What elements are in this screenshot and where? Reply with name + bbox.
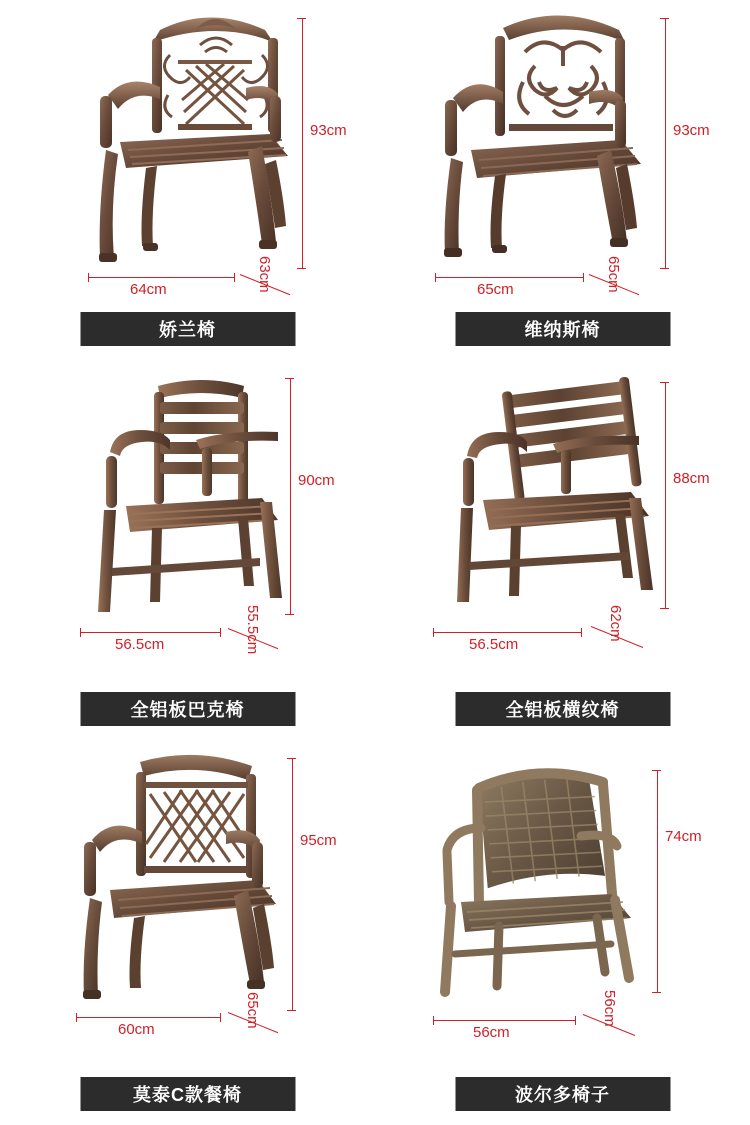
dim-width-3: 56.5cm xyxy=(115,636,165,653)
product-cell-1 xyxy=(0,0,375,360)
dim-height-3: 90cm xyxy=(298,472,335,489)
dim-tick-right-3 xyxy=(220,628,221,637)
dim-width-4: 56.5cm xyxy=(469,636,519,653)
product-label-6: 波尔多椅子 xyxy=(455,1077,670,1111)
dim-tick-left-1 xyxy=(88,273,89,282)
product-cell-5 xyxy=(0,740,375,1125)
product-cell-4 xyxy=(375,360,750,740)
chair-illustration-horizontal-slat xyxy=(375,360,750,690)
product-cell-6 xyxy=(375,740,750,1125)
dim-rule-height-5 xyxy=(292,758,293,1010)
product-label-4: 全铝板横纹椅 xyxy=(455,692,670,726)
dim-depth-6: 56cm xyxy=(601,990,618,1027)
dim-depth-3: 55.5cm xyxy=(244,605,261,655)
chair-illustration-ornate xyxy=(0,0,375,310)
dim-width-2: 65cm xyxy=(477,281,514,298)
dim-height-2: 93cm xyxy=(673,122,710,139)
dim-tick-top-3 xyxy=(285,378,294,379)
dim-tick-top-4 xyxy=(660,382,669,383)
chair-illustration-lattice xyxy=(0,740,375,1075)
dim-rule-width-5 xyxy=(76,1017,220,1018)
dim-tick-top-5 xyxy=(287,758,296,759)
product-image-1 xyxy=(0,0,375,308)
dim-rule-height-3 xyxy=(290,378,291,614)
product-image-3 xyxy=(0,360,375,688)
chair-illustration-slat xyxy=(0,360,375,690)
dim-tick-top-6 xyxy=(652,770,661,771)
product-label-5: 莫泰C款餐椅 xyxy=(80,1077,295,1111)
dim-tick-bottom-1 xyxy=(297,268,306,269)
dim-height-6: 74cm xyxy=(665,828,702,845)
product-label-3: 全铝板巴克椅 xyxy=(80,692,295,726)
product-cell-3 xyxy=(0,360,375,740)
dim-tick-right-4 xyxy=(581,628,582,637)
product-image-5 xyxy=(0,740,375,1073)
product-image-4 xyxy=(375,360,750,688)
dim-tick-left-6 xyxy=(433,1016,434,1025)
dim-rule-height-1 xyxy=(302,18,303,268)
dim-tick-top-2 xyxy=(660,18,669,19)
dim-tick-bottom-2 xyxy=(660,268,669,269)
dim-tick-right-6 xyxy=(575,1016,576,1025)
dim-rule-width-2 xyxy=(435,277,583,278)
dim-width-5: 60cm xyxy=(118,1021,155,1038)
dim-rule-height-6 xyxy=(657,770,658,992)
dim-height-1: 93cm xyxy=(310,122,347,139)
product-image-2 xyxy=(375,0,750,308)
dim-tick-bottom-6 xyxy=(652,992,661,993)
chair-illustration-scroll xyxy=(375,0,750,310)
dim-tick-bottom-5 xyxy=(287,1010,296,1011)
dim-tick-right-1 xyxy=(234,273,235,282)
product-label-1: 娇兰椅 xyxy=(80,312,295,346)
dim-tick-bottom-3 xyxy=(285,614,294,615)
dim-rule-width-1 xyxy=(88,277,234,278)
dim-tick-left-5 xyxy=(76,1013,77,1022)
dim-rule-height-2 xyxy=(665,18,666,268)
product-cell-2 xyxy=(375,0,750,360)
dim-depth-4: 62cm xyxy=(607,605,624,642)
dim-rule-height-4 xyxy=(665,382,666,608)
dim-rule-width-3 xyxy=(80,632,220,633)
dim-width-6: 56cm xyxy=(473,1024,510,1041)
dim-tick-left-3 xyxy=(80,628,81,637)
product-image-6 xyxy=(375,740,750,1073)
dim-tick-right-5 xyxy=(220,1013,221,1022)
dim-rule-width-6 xyxy=(433,1020,575,1021)
dim-rule-width-4 xyxy=(433,632,581,633)
dim-tick-top-1 xyxy=(297,18,306,19)
dim-tick-left-2 xyxy=(435,273,436,282)
chair-illustration-mesh-stacking xyxy=(375,740,750,1075)
dim-tick-left-4 xyxy=(433,628,434,637)
dim-tick-bottom-4 xyxy=(660,608,669,609)
dim-tick-right-2 xyxy=(583,273,584,282)
dim-depth-1: 63cm xyxy=(256,256,273,293)
dim-height-4: 88cm xyxy=(673,470,710,487)
dim-depth-5: 65cm xyxy=(244,992,261,1029)
dim-height-5: 95cm xyxy=(300,832,337,849)
dim-depth-2: 65cm xyxy=(605,256,622,293)
dim-width-1: 64cm xyxy=(130,281,167,298)
product-label-2: 维纳斯椅 xyxy=(455,312,670,346)
